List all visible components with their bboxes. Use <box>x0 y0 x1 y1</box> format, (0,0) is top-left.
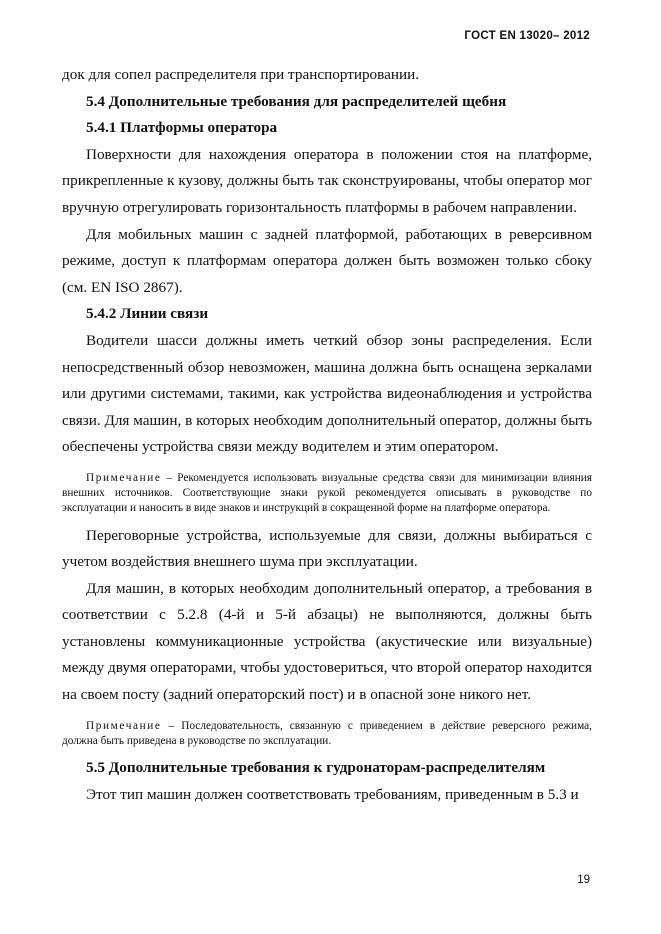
note-label: Примечание <box>86 471 162 484</box>
paragraph-intercom: Переговорные устройства, используемые для связи, должны выбираться с учетом воздействия внешнего шума при эксплуатации. <box>62 526 592 571</box>
note-text: – Рекомендуется использовать визуальные средства связи для минимизации влияния внешних источников. Соответствующие знаки рукой рекомендуется описывать в руководстве по эксплуатации и наносить в виде знаков и инструкций в сокращенной форме на платформе оператора. <box>62 471 592 515</box>
note-text: – Последовательность, связанную с приведением в действие реверсного режима, должна быть приведена в руководстве по эксплуатации. <box>62 719 592 747</box>
paragraph-communication-devices: Для машин, в которых необходим дополнительный оператор, а требования в соответствии с 5.2.8 (4-й и 5-й абзацы) не выполняются, должны быть установлены коммуникационные устройства (акустические или визуальные) между двумя операторами, чтобы удостовериться, что второй оператор находится на своем посту (задний операторский пост) и в опасной зоне никого нет. <box>62 579 592 704</box>
paragraph-bitumen-sprayers: Этот тип машин должен соответствовать требованиям, приведенным в 5.3 и <box>86 785 579 803</box>
heading-5-5: 5.5 Дополнительные требования к гудронаторам-распределителям <box>86 759 546 777</box>
note-label: Примечание <box>86 719 162 732</box>
heading-5-4: 5.4 Дополнительные требования для распределителей щебня <box>86 92 507 110</box>
page-content <box>62 62 592 808</box>
note-visual-signals <box>62 471 592 517</box>
paragraph-platform-surfaces: Поверхности для нахождения оператора в положении стоя на платформе, прикрепленные к кузову, должны быть так сконструированы, чтобы оператор мог вручную отрегулировать горизонтальность платформы в рабочем направлении. <box>62 145 592 216</box>
paragraph-chassis-visibility: Водители шасси должны иметь четкий обзор зоны распределения. Если непосредственный обзор невозможен, машина должна быть оснащена зеркалами или другими системами, такими, как устройства видеонаблюдения и устройства связи. Для машин, в которых необходим дополнительный оператор, должны быть обеспечены устройства связи между водителем и этим оператором. <box>62 331 592 456</box>
standard-header: ГОСТ EN 13020– 2012 <box>464 30 590 42</box>
page-number: 19 <box>577 874 590 886</box>
note-reverse-mode <box>62 719 592 749</box>
paragraph-platform-access: Для мобильных машин с задней платформой, работающих в реверсивном режиме, доступ к платформам оператора должен быть возможен только сбоку (см. EN ISO 2867). <box>62 225 592 296</box>
paragraph-continuation: док для сопел распределителя при транспортировании. <box>62 66 420 83</box>
heading-5-4-2: 5.4.2 Линии связи <box>86 305 209 323</box>
heading-5-4-1: 5.4.1 Платформы оператора <box>86 119 278 137</box>
